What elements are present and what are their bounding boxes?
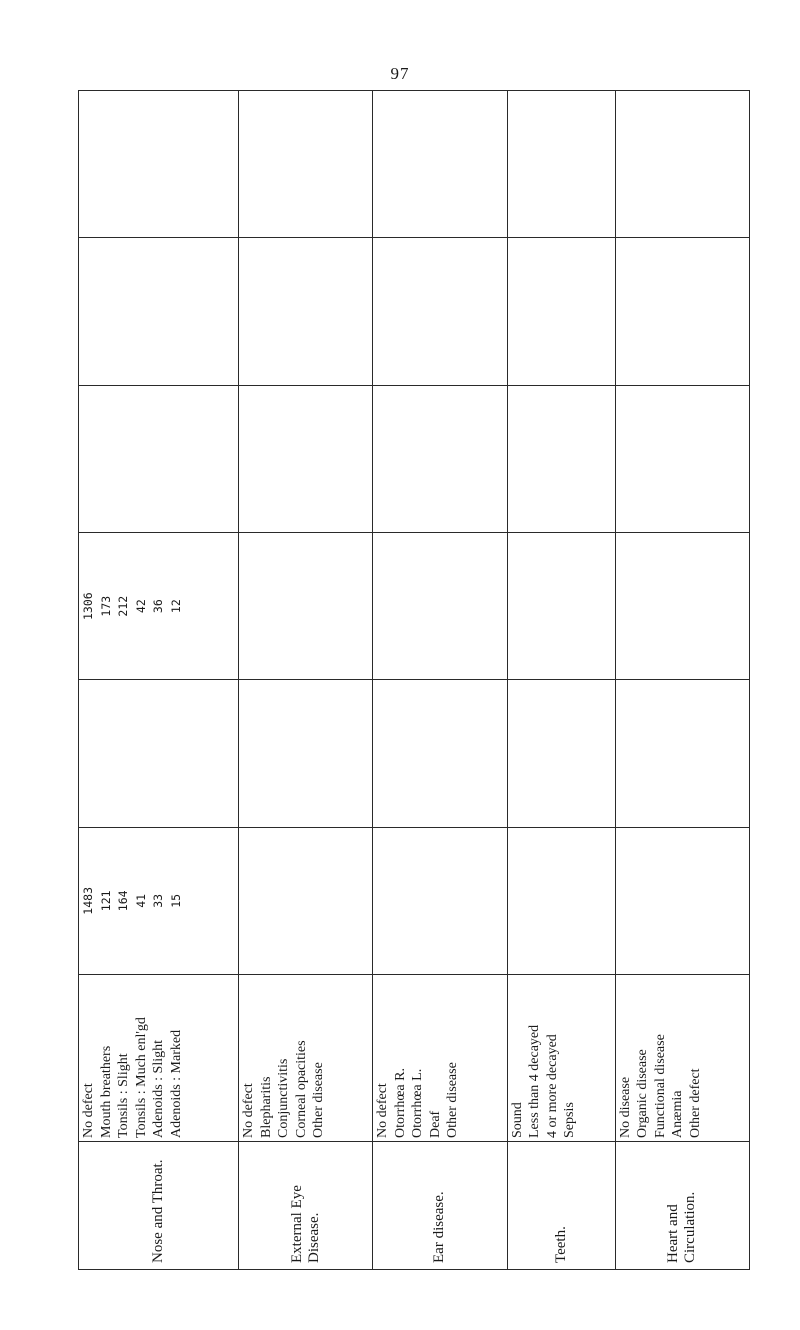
item-label: No disease bbox=[617, 1076, 633, 1138]
item-label: Functional disease bbox=[652, 1034, 668, 1138]
item-label: Mouth breathers bbox=[98, 1045, 114, 1138]
value bbox=[687, 831, 705, 971]
value-cell bbox=[507, 91, 615, 238]
value bbox=[115, 241, 133, 381]
value bbox=[98, 241, 116, 381]
value bbox=[150, 683, 168, 823]
value bbox=[133, 683, 151, 823]
value-cell bbox=[373, 680, 507, 827]
value bbox=[80, 94, 98, 234]
section-item-labels bbox=[507, 975, 615, 1142]
value bbox=[258, 831, 276, 971]
value bbox=[240, 831, 258, 971]
value bbox=[561, 831, 579, 971]
item-label: Adenoids : Slight bbox=[151, 1039, 166, 1138]
value bbox=[509, 831, 527, 971]
value bbox=[115, 94, 133, 234]
item-label: Corneal opacities bbox=[293, 1040, 309, 1138]
item-label: Blepharitis bbox=[258, 1076, 274, 1138]
value bbox=[409, 831, 427, 971]
value-cell bbox=[615, 680, 749, 827]
value bbox=[444, 831, 462, 971]
section-item-labels bbox=[373, 975, 507, 1142]
value bbox=[392, 831, 410, 971]
table-row bbox=[373, 91, 507, 1270]
value-cell bbox=[507, 385, 615, 532]
item-label: Tonsils : Slight bbox=[116, 1053, 131, 1138]
value-cell bbox=[615, 238, 749, 385]
value-cell bbox=[373, 827, 507, 974]
value bbox=[150, 94, 168, 234]
value-cell bbox=[79, 680, 239, 827]
value bbox=[168, 389, 186, 529]
value bbox=[168, 241, 186, 381]
value bbox=[98, 389, 116, 529]
item-label: Sound bbox=[509, 1102, 525, 1138]
value-cell bbox=[507, 827, 615, 974]
value: 42 bbox=[133, 599, 148, 614]
inspection-table bbox=[78, 90, 750, 1270]
value bbox=[98, 94, 116, 234]
section-item-labels bbox=[239, 975, 373, 1142]
value: 1306 bbox=[81, 592, 95, 621]
value-cell bbox=[507, 238, 615, 385]
value-cell bbox=[615, 385, 749, 532]
value bbox=[133, 94, 151, 234]
value-cell bbox=[79, 91, 239, 238]
value bbox=[544, 831, 562, 971]
table-row bbox=[615, 91, 749, 1270]
value-cell bbox=[239, 91, 373, 238]
item-label: Otorrhœa L. bbox=[410, 1068, 426, 1138]
value bbox=[275, 831, 293, 971]
item-label: Other defect bbox=[687, 1068, 703, 1138]
value bbox=[310, 831, 328, 971]
value-cell bbox=[79, 533, 239, 680]
value: 36 bbox=[151, 599, 165, 614]
value bbox=[293, 831, 311, 971]
value-cell bbox=[373, 533, 507, 680]
rotated-table-region bbox=[78, 90, 750, 1270]
value: 1483 bbox=[81, 886, 95, 915]
value-cell bbox=[239, 533, 373, 680]
value-cell bbox=[615, 533, 749, 680]
item-label: Anæmia bbox=[670, 1090, 686, 1138]
value-cell bbox=[79, 238, 239, 385]
value: 164 bbox=[116, 890, 130, 912]
value-cell bbox=[239, 385, 373, 532]
value bbox=[133, 241, 151, 381]
value: 15 bbox=[168, 893, 183, 908]
item-label: Other disease bbox=[445, 1062, 461, 1138]
value-cell bbox=[373, 238, 507, 385]
section-category: External Eye Disease. bbox=[239, 1142, 373, 1270]
item-label: 4 or more decayed bbox=[544, 1034, 560, 1138]
table-row bbox=[507, 91, 615, 1270]
value: 173 bbox=[98, 595, 113, 617]
item-label: Otorrhœa R. bbox=[392, 1068, 408, 1138]
value bbox=[115, 683, 133, 823]
value bbox=[168, 683, 186, 823]
item-label: No defect bbox=[81, 1083, 96, 1138]
value-cell bbox=[615, 91, 749, 238]
value-cell bbox=[373, 91, 507, 238]
item-label: Organic disease bbox=[635, 1049, 651, 1138]
value bbox=[617, 831, 635, 971]
value-cell bbox=[239, 680, 373, 827]
section-item-labels bbox=[79, 975, 239, 1142]
item-label: Other disease bbox=[311, 1062, 327, 1138]
value-cell bbox=[239, 238, 373, 385]
value: 33 bbox=[151, 893, 165, 908]
value-cell bbox=[507, 533, 615, 680]
section-category: Teeth. bbox=[507, 1142, 615, 1270]
value bbox=[669, 831, 687, 971]
value-cell bbox=[79, 827, 239, 974]
item-label: Tonsils : Much enl'gd bbox=[133, 1017, 149, 1138]
table-row bbox=[239, 91, 373, 1270]
value bbox=[634, 831, 652, 971]
section-category: Heart and Circulation. bbox=[615, 1142, 749, 1270]
section-category: Nose and Throat. bbox=[79, 1142, 239, 1270]
item-label: No defect bbox=[241, 1083, 257, 1138]
item-label: No defect bbox=[375, 1083, 391, 1138]
page-number: 97 bbox=[390, 64, 410, 83]
table-row bbox=[79, 91, 239, 1270]
value: 212 bbox=[116, 595, 130, 617]
value: 12 bbox=[168, 599, 183, 614]
item-label: Sepsis bbox=[562, 1102, 578, 1138]
value-cell bbox=[615, 827, 749, 974]
value bbox=[80, 389, 98, 529]
value bbox=[374, 831, 392, 971]
value-cell bbox=[507, 680, 615, 827]
value-cell bbox=[79, 385, 239, 532]
section-item-labels bbox=[615, 975, 749, 1142]
value bbox=[133, 389, 151, 529]
item-label: Adenoids : Marked bbox=[168, 1029, 184, 1138]
value bbox=[150, 389, 168, 529]
item-label: Conjunctivitis bbox=[276, 1058, 292, 1138]
value: 121 bbox=[98, 890, 113, 912]
value bbox=[652, 831, 670, 971]
value bbox=[80, 241, 98, 381]
item-label: Less than 4 decayed bbox=[527, 1024, 543, 1138]
value-cell bbox=[373, 385, 507, 532]
value bbox=[115, 389, 133, 529]
value bbox=[80, 683, 98, 823]
value-cell bbox=[239, 827, 373, 974]
value bbox=[168, 94, 186, 234]
value bbox=[427, 831, 445, 971]
value bbox=[150, 241, 168, 381]
value: 41 bbox=[133, 893, 148, 908]
item-label: Deaf bbox=[427, 1110, 443, 1138]
value bbox=[98, 683, 116, 823]
value bbox=[526, 831, 544, 971]
section-category: Ear disease. bbox=[373, 1142, 507, 1270]
